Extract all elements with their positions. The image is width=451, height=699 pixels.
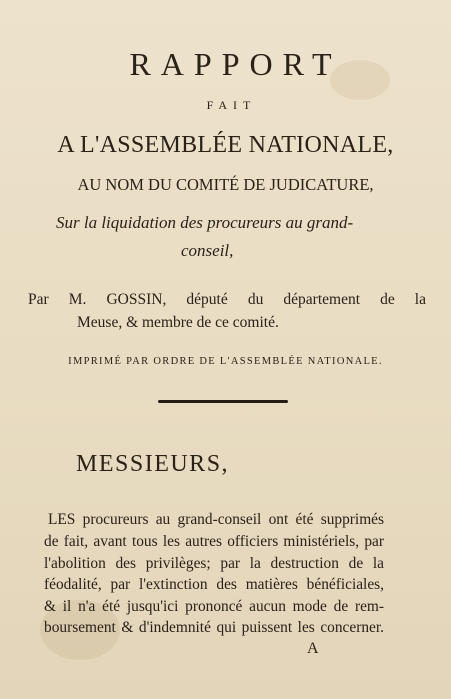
- fait-line: FAIT: [206, 98, 257, 112]
- author-line-1: Par M. GOSSIN, député du département de la: [28, 291, 426, 308]
- assembly-heading: A L'ASSEMBLÉE NATIONALE,: [57, 132, 394, 158]
- ornamental-rule: [158, 400, 288, 403]
- signature-mark: A: [307, 640, 319, 657]
- committee-heading: AU NOM DU COMITÉ DE JUDICATURE,: [77, 175, 374, 194]
- imprint-line: IMPRIMÉ PAR ORDRE DE L'ASSEMBLÉE NATIONALE.: [68, 356, 383, 367]
- body-line: & il n'a été jusqu'ici prononcé aucun mode de rem-: [44, 598, 384, 615]
- subject-line-2: conseil,: [181, 241, 234, 260]
- body-line: l'abolition des privilèges; par la destruction de la: [44, 555, 384, 572]
- author-line-2: Meuse, & membre de ce comité.: [77, 314, 279, 331]
- body-line: féodalité, par l'extinction des matières bénéficiales,: [44, 576, 384, 593]
- body-line: boursement & d'indemnité qui puissent les concerner.: [44, 619, 384, 636]
- salutation: MESSIEURS,: [76, 451, 230, 477]
- document-title: RAPPORT: [129, 46, 342, 82]
- body-line: de fait, avant tous les autres officiers ministériels, par: [44, 533, 384, 550]
- body-line: LES procureurs au grand-conseil ont été supprimés: [48, 511, 384, 528]
- subject-line-1: Sur la liquidation des procureurs au grand-: [56, 213, 354, 232]
